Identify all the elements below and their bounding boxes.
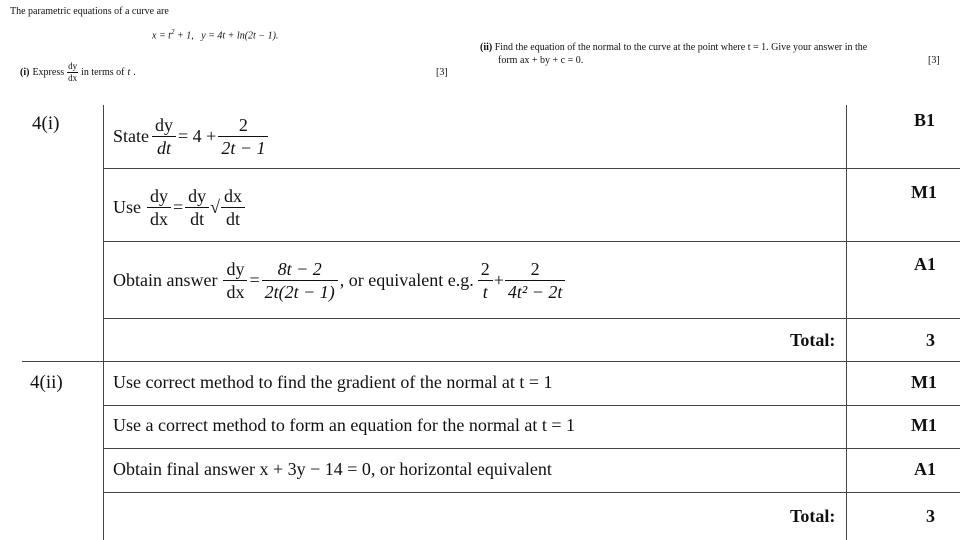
part-ii-question (480, 42, 867, 53)
equivalent-text: , or equivalent e.g. (339, 269, 474, 290)
row-divider (103, 405, 960, 406)
total-label-4i: Total: (790, 330, 836, 350)
question-label-4i: 4(i) (32, 113, 60, 134)
total-value-4i: 3 (926, 330, 935, 350)
mark-m1: M1 (911, 182, 937, 202)
part-ii-line2: form ax + by + c = 0. (498, 55, 584, 66)
part-ii-marks: [3] (928, 55, 940, 66)
frac-num: dy (68, 61, 78, 71)
frac-num: dy (185, 187, 209, 208)
scheme-row-4ii-2: Use a correct method to form an equation for the normal at t = 1 (113, 415, 575, 435)
two-over-fraction (218, 116, 268, 157)
part-i-post: in terms of (81, 67, 125, 78)
row-divider (103, 492, 960, 493)
dy-dx-fraction (223, 260, 247, 301)
question-intro: The parametric equations of a curve are (10, 6, 169, 17)
x-equation-rest: + 1, (174, 30, 194, 42)
total-value-4ii: 3 (926, 506, 935, 526)
mark-m1: M1 (911, 415, 937, 435)
x-exponent: 2 (170, 28, 175, 36)
scheme-row-4i-2 (113, 184, 245, 230)
frac-den: dx (150, 208, 168, 229)
scheme-row-4i-3 (113, 256, 565, 304)
table-divider-right (846, 105, 847, 540)
row-text: State (113, 125, 149, 146)
answer-fraction (262, 260, 338, 301)
scheme-row-4i-1 (113, 114, 268, 158)
mark-a1: A1 (914, 459, 936, 479)
frac-num: 2 (218, 116, 268, 137)
frac-den: dt (226, 208, 241, 229)
frac-num: dy (152, 116, 176, 137)
two-over-t-fraction (478, 260, 493, 301)
equals-sign: = (173, 196, 184, 217)
part-i-end: . (133, 67, 136, 78)
part-ii-line1: Find the equation of the normal to the curve at the point where t = 1. Give your answer in the (494, 42, 868, 53)
x-equation: x = t (152, 30, 171, 42)
frac-den: 2t − 1 (221, 137, 266, 158)
frac-den: dt (190, 208, 205, 229)
part-ii-label: (ii) (480, 42, 493, 53)
frac-den: t (482, 281, 488, 302)
section-divider (22, 361, 960, 362)
row-divider (103, 448, 960, 449)
frac-num: dy (223, 260, 247, 281)
row-divider (103, 168, 960, 169)
row-text: Obtain answer (113, 269, 218, 290)
part-i-var: t (127, 67, 131, 78)
mark-b1: B1 (914, 110, 936, 130)
part-i-marks: [3] (436, 67, 448, 78)
part-i-question (20, 62, 136, 83)
frac-den: dt (156, 137, 171, 158)
frac-num: dy (147, 187, 171, 208)
total-label-4ii: Total: (790, 506, 836, 526)
mark-m1: M1 (911, 372, 937, 392)
equals-sign: = (249, 269, 260, 290)
frac-num: 8t − 2 (262, 260, 338, 281)
parametric-equations (152, 28, 278, 41)
question-label-4ii: 4(ii) (30, 372, 63, 393)
dy-dt-fraction (185, 187, 209, 228)
part-i-pre: Express (32, 67, 65, 78)
row-text: Use (113, 196, 141, 217)
alt-fraction (505, 260, 566, 301)
frac-num: 2 (478, 260, 493, 281)
dy-dt-fraction (152, 116, 176, 157)
frac-den: 2t(2t − 1) (264, 281, 335, 302)
scheme-row-4ii-1: Use correct method to find the gradient of the normal at t = 1 (113, 372, 553, 392)
frac-den: dx (68, 73, 78, 83)
root-symbol: √ (210, 196, 221, 217)
frac-num: dx (221, 187, 245, 208)
row-divider (103, 241, 960, 242)
table-divider-left (103, 105, 104, 540)
scheme-row-4ii-3: Obtain final answer x + 3y − 14 = 0, or horizontal equivalent (113, 459, 552, 479)
dy-dx-fraction (147, 187, 171, 228)
dx-dt-fraction (221, 187, 245, 228)
dy-dx-fraction (67, 62, 78, 83)
row-divider (103, 318, 960, 319)
part-i-label: (i) (20, 67, 30, 78)
y-equation: y = 4t + ln(2t − 1). (201, 30, 279, 42)
frac-den: 4t² − 2t (507, 281, 563, 302)
frac-den: dx (226, 281, 245, 302)
equals-expression: = 4 + (178, 125, 217, 146)
mark-a1: A1 (914, 254, 936, 274)
plus-sign: + (493, 269, 504, 290)
frac-num: 2 (505, 260, 566, 281)
